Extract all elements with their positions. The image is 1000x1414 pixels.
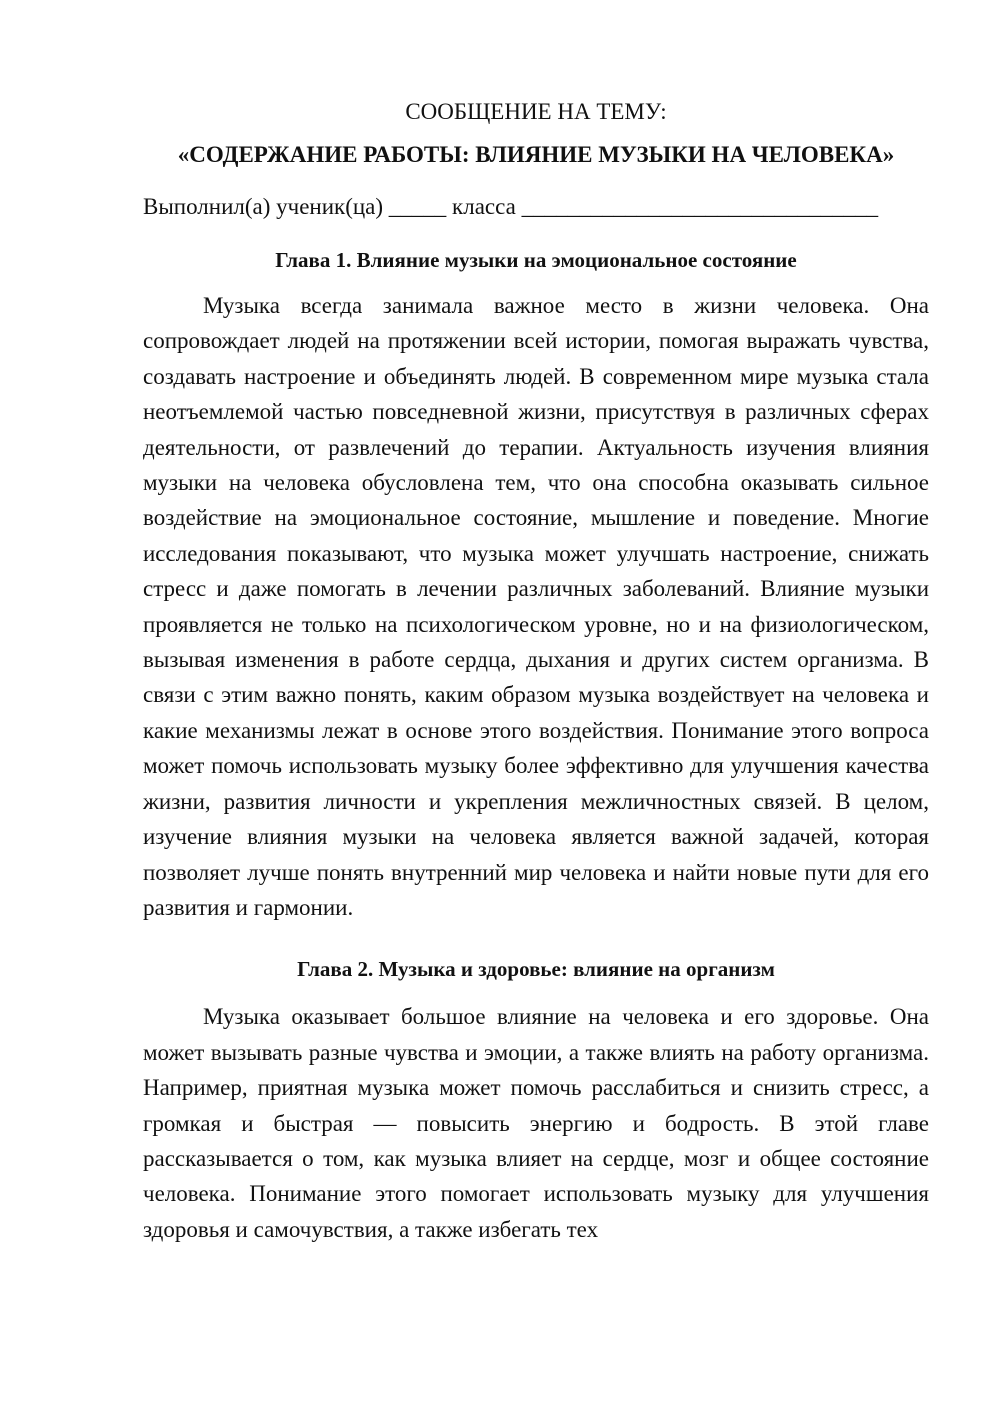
- document-title-line-2: «СОДЕРЖАНИЕ РАБОТЫ: ВЛИЯНИЕ МУЗЫКИ НА ЧЕЛОВЕКА»: [177, 142, 895, 167]
- document-page: [143, 92, 929, 1247]
- chapter-1-heading: Глава 1. Влияние музыки на эмоциональное состояние: [275, 248, 797, 272]
- author-line: Выполнил(а) ученик(ца) _____ класса _______________________________: [143, 194, 879, 219]
- chapter-2-heading: Глава 2. Музыка и здоровье: влияние на организм: [297, 957, 775, 982]
- chapter-2-paragraph: Музыка оказывает большое влияние на человека и его здоровье. Она может вызывать разные чувства и эмоции, а также влиять на работу организма. Например, приятная музыка может помочь расслабиться и снизить стресс, а громкая и быстрая — повысить энергию и бодрость. В этой главе рассказывается о том, как музыка влияет на сердце, мозг и общее состояние человека. Понимание этого помогает использовать музыку для улучшения здоровья и самочувствия, а также избегать тех: [143, 1004, 929, 1242]
- chapter-1-paragraph: Музыка всегда занимала важное место в жизни человека. Она сопровождает людей на протяжении всей истории, помогая выражать чувства, создавать настроение и объединять людей. В современном мире музыка стала неотъемлемой частью повседневной жизни, присутствуя в различных сферах деятельности, от развлечений до терапии. Актуальность изучения влияния музыки на человека обусловлена тем, что она способна оказывать сильное воздействие на эмоциональное состояние, мышление и поведение. Многие исследования показывают, что музыка может улучшать настроение, снижать стресс и даже помогать в лечении различных заболеваний. Влияние музыки проявляется не только на психологическом уровне, но и на физиологическом, вызывая изменения в работе сердца, дыхания и других систем организма. В связи с этим важно понять, каким образом музыка воздействует на человека и какие механизмы лежат в основе этого воздействия. Понимание этого вопроса может помочь использовать музыку более эффективно для улучшения качества жизни, развития личности и укрепления межличностных связей. В целом, изучение влияния музыки на человека является важной задачей, которая позволяет лучше понять внутренний мир человека и найти новые пути для его развития и гармонии.: [143, 293, 929, 920]
- document-title-line-1: СООБЩЕНИЕ НА ТЕМУ:: [405, 99, 667, 124]
